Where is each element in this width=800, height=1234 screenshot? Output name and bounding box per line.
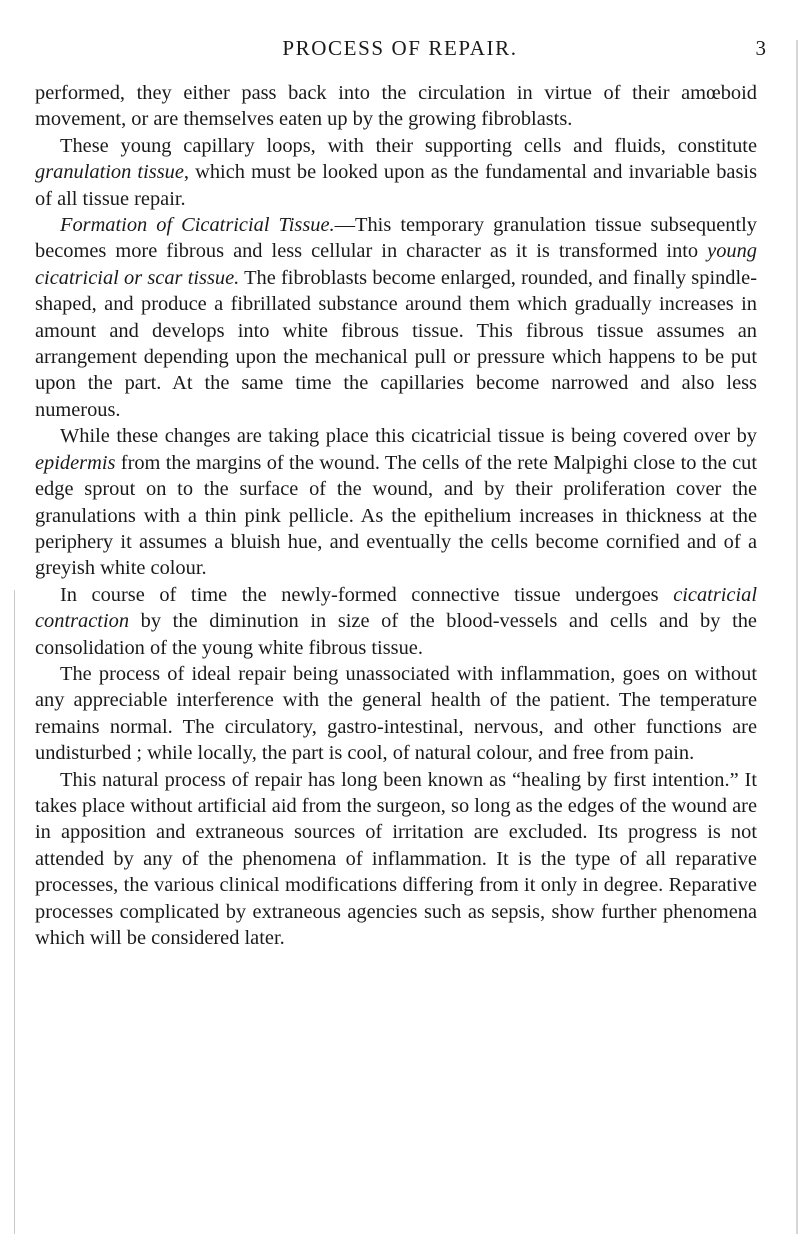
text-run: The fibroblasts become enlarged, rounded, and finally spindle-shaped, and produce a fibrillated substance around them which gradually increases in amount and develops into white fibrous tissue. This fibrous tissue assumes an arrangement depending upon the mechanical pull or pressure which happens to be put upon the part. At the same time the capillaries become narrowed and also less numerous.: [35, 266, 757, 421]
paragraph: This natural process of repair has long been known as “healing by first intention.” It takes place without artificial aid from the surgeon, so long as the edges of the wound are in apposition and extraneous sources of irritation are excluded. Its progress is not attended by any of the phenomena of inflammation. It is the type of all reparative processes, the various clinical modifications differing from it only in degree. Reparative processes complicated by extraneous agencies such as sepsis, show further phenomena which will be considered later.: [35, 768, 757, 949]
paragraph: [35, 133, 757, 212]
text-run: from the margins of the wound. The cells of the rete Malpighi close to the cut edge sprout on to the surface of the wound, and by their proliferation cover the granulations with a thin pink pellicle. As the epithelium increases in thickness at the periphery it assumes a bluish hue, and eventually the cells become cornified and of a greyish white colour.: [35, 451, 757, 580]
paragraph: performed, they either pass back into the circulation in virtue of their amœboid movement, or are themselves eaten up by the growing fibroblasts.: [35, 82, 757, 131]
paragraph: [35, 582, 757, 661]
text-run: , which must be looked upon as the fundamental and invariable basis of all tissue repair.: [35, 161, 758, 210]
italic-term: granulation tissue: [35, 161, 184, 184]
page-number: 3: [755, 36, 766, 60]
text-run: —This temporary granulation tissue subsequently becomes more fibrous and less cellular in character as it is transformed into: [35, 214, 757, 263]
paragraph: [35, 423, 757, 581]
page-edge-shadow: [14, 590, 15, 1234]
paragraph: The process of ideal repair being unassociated with inflammation, goes on without any appreciable interference with the general health of the patient. The temperature remains normal. The circulatory, gastro-intestinal, nervous, and other functions are undisturbed ; while locally, the part is cool, of natural colour, and free from pain.: [35, 662, 757, 765]
italic-term: cicatricial contraction: [35, 583, 757, 633]
italic-term: epidermis: [35, 451, 116, 474]
page-edge-shadow: [796, 40, 798, 1234]
text-run: In course of time the newly-formed connective tissue undergoes: [60, 583, 674, 606]
text-run: These young capillary loops, with their supporting cells and fluids, constitute: [60, 134, 757, 157]
text-run: by the diminution in size of the blood-vessels and cells and by the consolidation of the young white fibrous tissue.: [35, 610, 757, 659]
text-run: While these changes are taking place this cicatricial tissue is being covered over by: [60, 425, 757, 448]
paragraph: [35, 212, 757, 423]
italic-term: young cicatricial or scar tissue.: [35, 240, 757, 289]
section-heading: Formation of Cicatricial Tissue.: [60, 214, 335, 237]
page-header: [0, 36, 800, 66]
body-text: [35, 80, 757, 951]
running-head: PROCESS OF REPAIR.: [282, 36, 518, 60]
